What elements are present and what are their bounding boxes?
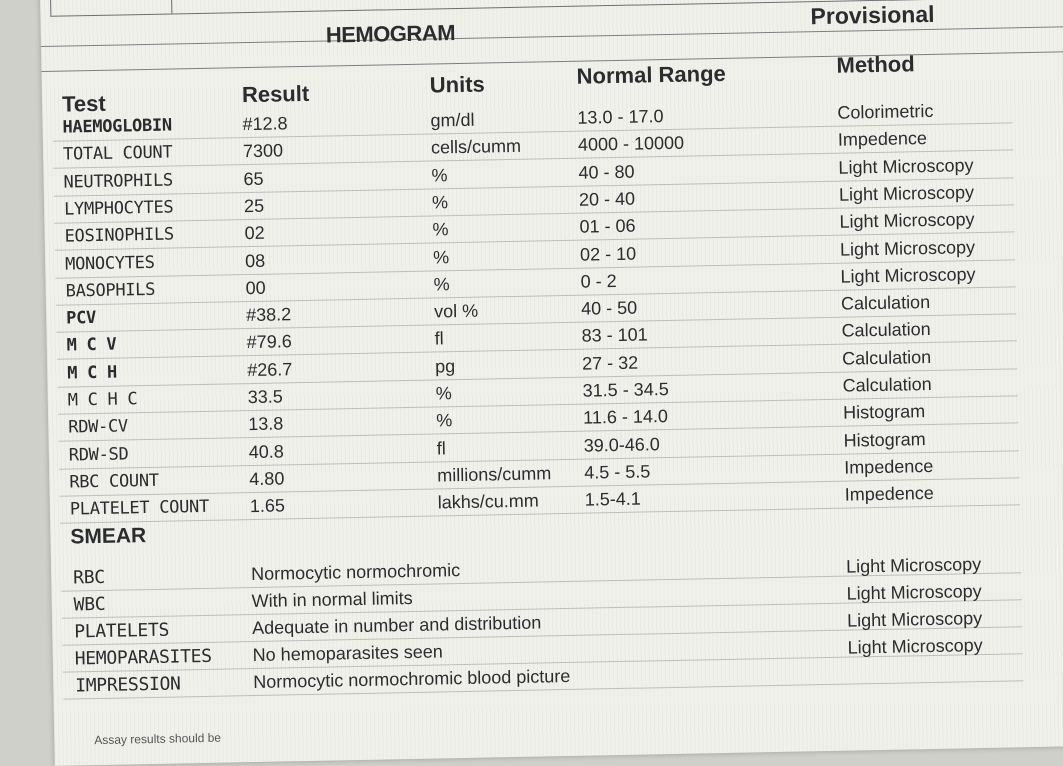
test-range: 83 - 101 bbox=[581, 324, 648, 347]
test-units: % bbox=[431, 192, 449, 213]
test-name: TOTAL COUNT bbox=[62, 142, 173, 165]
test-method: Calculation bbox=[841, 319, 931, 342]
test-method: Histogram bbox=[842, 401, 926, 423]
test-name: RBC COUNT bbox=[69, 470, 159, 493]
test-range: 40 - 80 bbox=[578, 161, 635, 183]
test-units: pg bbox=[434, 355, 456, 377]
top-divider bbox=[171, 0, 172, 13]
test-result: 4.80 bbox=[249, 468, 285, 489]
test-result: #38.2 bbox=[245, 304, 292, 326]
test-method: Impedence bbox=[844, 455, 934, 478]
smear-heading: SMEAR bbox=[70, 524, 147, 549]
col-header-range: Normal Range bbox=[576, 60, 727, 89]
test-result: 33.5 bbox=[247, 386, 283, 408]
test-method: Calculation bbox=[841, 346, 932, 369]
test-units: % bbox=[433, 273, 450, 295]
test-range: 0 - 2 bbox=[580, 270, 617, 292]
test-method: Histogram bbox=[843, 428, 926, 451]
test-result: #79.6 bbox=[246, 331, 292, 353]
test-name: RDW-CV bbox=[68, 416, 129, 438]
test-method: Light Microscopy bbox=[839, 209, 975, 232]
test-result: 13.8 bbox=[248, 413, 284, 435]
col-header-method: Method bbox=[836, 51, 915, 78]
test-method: Light Microscopy bbox=[838, 154, 974, 178]
test-result: 08 bbox=[244, 250, 266, 271]
test-name: PCV bbox=[66, 308, 97, 329]
test-range: 01 - 06 bbox=[579, 215, 636, 237]
test-method: Calculation bbox=[842, 373, 932, 396]
test-result: #12.8 bbox=[242, 113, 288, 135]
test-name: M C H bbox=[67, 362, 118, 384]
test-range: 02 - 10 bbox=[579, 243, 637, 265]
test-method: Calculation bbox=[840, 292, 931, 314]
test-units: % bbox=[432, 246, 450, 268]
smear-name: WBC bbox=[73, 593, 106, 616]
test-units: % bbox=[436, 410, 453, 431]
test-range: 1.5-4.1 bbox=[584, 488, 642, 510]
test-result: 40.8 bbox=[248, 440, 285, 462]
smear-name: RBC bbox=[72, 566, 105, 589]
smear-value: With in normal limits bbox=[251, 587, 413, 612]
smear-value: Normocytic normochromic bbox=[250, 560, 461, 585]
test-method: Light Microscopy bbox=[840, 263, 976, 287]
smear-name: PLATELETS bbox=[74, 619, 170, 643]
footer-note: Assay results should be bbox=[94, 730, 222, 748]
test-range: 4000 - 10000 bbox=[577, 132, 685, 155]
test-result: 00 bbox=[245, 277, 266, 298]
smear-value: No hemoparasites seen bbox=[252, 641, 443, 666]
test-name: BASOPHILS bbox=[65, 279, 156, 302]
test-result: 65 bbox=[243, 168, 264, 189]
test-result: 1.65 bbox=[249, 495, 286, 517]
test-result: 7300 bbox=[242, 140, 284, 162]
test-method: Light Microscopy bbox=[838, 181, 975, 205]
header-line-top bbox=[41, 26, 1063, 47]
test-name: EOSINOPHILS bbox=[64, 224, 175, 247]
test-method: Light Microscopy bbox=[839, 236, 976, 260]
report-sheet bbox=[40, 0, 1063, 766]
test-name: RDW-SD bbox=[68, 443, 129, 466]
smear-method: Light Microscopy bbox=[845, 554, 982, 577]
test-units: vol % bbox=[433, 300, 479, 322]
test-units: fl bbox=[436, 437, 446, 459]
test-range: 11.6 - 14.0 bbox=[583, 406, 669, 428]
test-range: 20 - 40 bbox=[578, 188, 636, 210]
test-result: 02 bbox=[244, 222, 265, 244]
smear-method: Light Microscopy bbox=[846, 608, 983, 631]
smear-name: IMPRESSION bbox=[75, 673, 181, 697]
test-units: fl bbox=[434, 328, 444, 349]
test-name: PLATELET COUNT bbox=[69, 497, 210, 520]
test-name: M C V bbox=[66, 334, 117, 356]
test-range: 39.0-46.0 bbox=[583, 433, 660, 456]
col-header-units: Units bbox=[429, 71, 486, 98]
test-method: Impedence bbox=[837, 128, 928, 151]
smear-value: Normocytic normochromic blood picture bbox=[253, 665, 571, 693]
test-name: HAEMOGLOBIN bbox=[62, 115, 172, 138]
test-range: 31.5 - 34.5 bbox=[582, 379, 669, 401]
test-range: 13.0 - 17.0 bbox=[577, 106, 664, 128]
test-range: 4.5 - 5.5 bbox=[584, 461, 651, 483]
test-units: cells/cumm bbox=[430, 136, 522, 158]
report-title: HEMOGRAM bbox=[325, 20, 456, 48]
smear-name: HEMOPARASITES bbox=[74, 645, 212, 670]
smear-method: Light Microscopy bbox=[846, 581, 982, 604]
col-header-test: Test bbox=[61, 90, 106, 117]
test-range: 27 - 32 bbox=[581, 352, 639, 374]
test-units: millions/cumm bbox=[437, 463, 552, 486]
test-name: LYMPHOCYTES bbox=[63, 197, 174, 220]
smear-value: Adequate in number and distribution bbox=[251, 612, 542, 639]
test-name: M C H C bbox=[67, 389, 138, 411]
col-header-result: Result bbox=[241, 80, 310, 108]
test-units: lakhs/cu.mm bbox=[437, 490, 540, 513]
report-status: Provisional bbox=[810, 0, 935, 30]
test-method: Colorimetric bbox=[837, 100, 934, 123]
test-name: MONOCYTES bbox=[64, 252, 155, 275]
test-method: Impedence bbox=[844, 483, 934, 505]
test-units: gm/dl bbox=[430, 109, 475, 131]
smear-method: Light Microscopy bbox=[847, 635, 983, 658]
test-units: % bbox=[431, 164, 448, 186]
test-units: % bbox=[432, 219, 449, 240]
test-name: NEUTROPHILS bbox=[63, 170, 174, 193]
test-result: 25 bbox=[243, 195, 265, 217]
test-units: % bbox=[435, 383, 452, 404]
test-result: #26.7 bbox=[247, 358, 293, 380]
test-range: 40 - 50 bbox=[580, 297, 638, 319]
